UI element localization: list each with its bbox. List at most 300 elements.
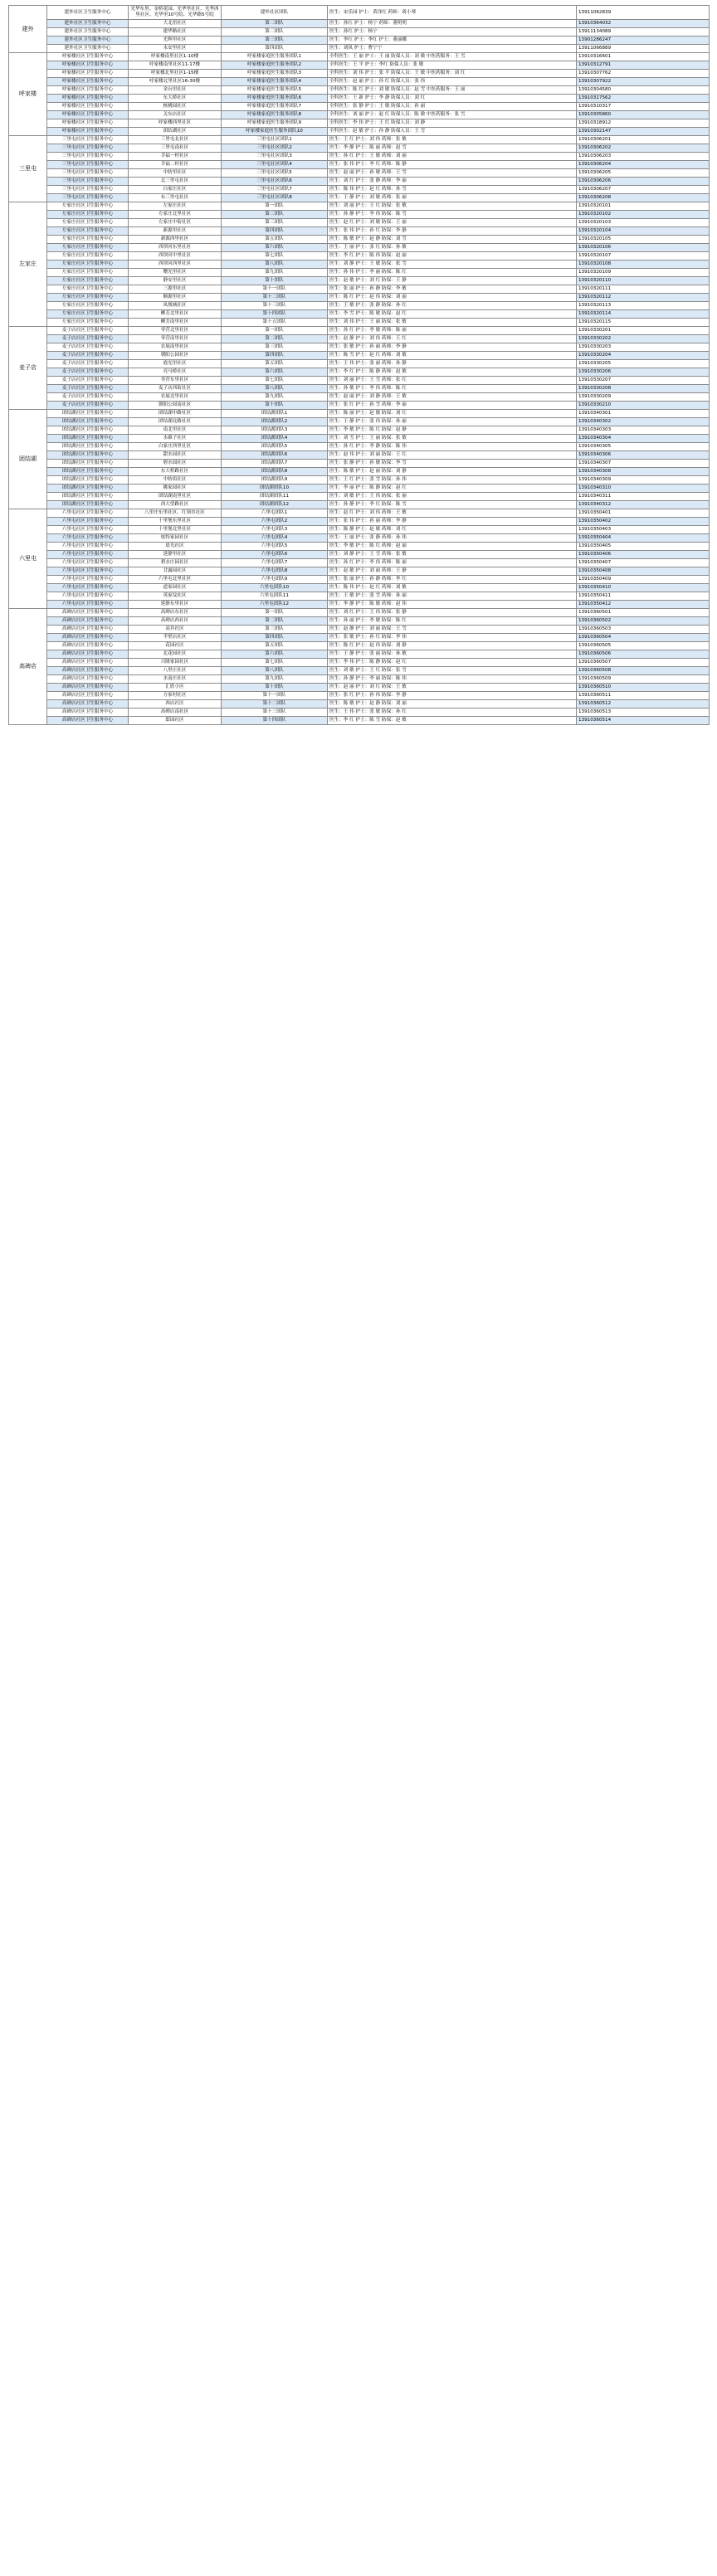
table-row (9, 53, 710, 61)
table-row (9, 294, 710, 302)
members-cell: 医生：李 伟 护士：陈 静 防保：赵 红 (328, 659, 577, 667)
table-row (9, 393, 710, 402)
center-cell: 麦子店社区卫生服务中心 (47, 377, 129, 385)
area-cell: 三里屯 (9, 136, 47, 202)
phone-cell: 13910360508 (577, 667, 710, 675)
center-cell: 呼家楼社区卫生服务中心 (47, 61, 129, 70)
phone-cell: 13910360501 (577, 609, 710, 617)
members-cell: 医生：孙 敏 护士：李 伟 药师：陈 红 (328, 385, 577, 393)
team-cell: 第十二团队 (222, 700, 328, 709)
table-row (9, 659, 710, 667)
center-cell: 团结湖社区卫生服务中心 (47, 476, 129, 485)
center-cell: 左家庄社区卫生服务中心 (47, 285, 129, 294)
phone-cell: 13910340311 (577, 493, 710, 501)
members-cell: 医生：刘 雪 护士：王 丽 防保：张 敏 (328, 435, 577, 443)
team-cell: 第十二团队 (222, 294, 328, 302)
table-row (9, 310, 710, 319)
community-cell: 幸福一村社区 (129, 153, 222, 161)
table-row (9, 153, 710, 161)
community-cell: 三里屯北社区 (129, 136, 222, 144)
team-cell: 第四团队 (222, 45, 328, 53)
center-cell: 高碑店社区卫生服务中心 (47, 709, 129, 717)
center-cell: 呼家楼社区卫生服务中心 (47, 119, 129, 128)
community-cell: 枣营东里社区 (129, 377, 222, 385)
center-cell: 三里屯社区卫生服务中心 (47, 186, 129, 194)
team-cell: 呼家楼家庭医生服务团队1 (222, 53, 328, 61)
members-cell: 全科医生：刘 丽 护士：赵 红 防保人员：陈 敏 中医药服务：张 雪 (328, 111, 577, 119)
table-row (9, 501, 710, 509)
phone-cell: 13910330202 (577, 335, 710, 343)
table-row (9, 418, 710, 426)
community-cell: 幸福二村社区 (129, 161, 222, 169)
center-cell: 三里屯社区卫生服务中心 (47, 194, 129, 202)
phone-cell: 13910320111 (577, 285, 710, 294)
members-cell: 医生：宋乐园 护士：黄泽红 药师：蒋小琴 (328, 6, 577, 20)
team-cell: 第四团队 (222, 227, 328, 236)
phone-cell: 13901286247 (577, 37, 710, 45)
community-cell: 金台里社区 (129, 86, 222, 95)
community-cell: 枣营南里社区 (129, 335, 222, 343)
center-cell: 呼家楼社区卫生服务中心 (47, 78, 129, 86)
center-cell: 六里屯社区卫生服务中心 (47, 567, 129, 576)
phone-cell: 13910360510 (577, 684, 710, 692)
center-cell: 左家庄社区卫生服务中心 (47, 252, 129, 261)
community-cell: 左家庄北里社区 (129, 211, 222, 219)
team-cell: 第十一团队 (222, 285, 328, 294)
members-cell: 医生：刘 敏 护士：王 红 防保：张 雪 (328, 667, 577, 675)
center-cell: 建外社区卫生服务中心 (47, 20, 129, 28)
table-row (9, 20, 710, 28)
center-cell: 团结湖社区卫生服务中心 (47, 501, 129, 509)
center-cell: 麦子店社区卫生服务中心 (47, 335, 129, 343)
center-cell: 三里屯社区卫生服务中心 (47, 136, 129, 144)
phone-cell: 13910306201 (577, 136, 710, 144)
community-cell: 农展南里社区 (129, 343, 222, 352)
members-cell: 医生：张 伟 护士：李 红 药师：陈 静 (328, 161, 577, 169)
phone-cell: 13910350410 (577, 584, 710, 592)
phone-cell: 13910320101 (577, 202, 710, 211)
members-cell: 医生：李红 护士：李红 护士：董丽娜 (328, 37, 577, 45)
table-row (9, 518, 710, 526)
phone-cell: 13910330209 (577, 393, 710, 402)
team-cell: 三里屯社区团队4 (222, 161, 328, 169)
table-row (9, 684, 710, 692)
community-cell: 光华东里、金桥花园、光华里社区、光华西里社区、光华里10号院、光华路5号院 (129, 6, 222, 20)
table-row (9, 335, 710, 343)
community-cell: 团结湖社区 (129, 128, 222, 136)
center-cell: 建外社区卫生服务中心 (47, 6, 129, 20)
phone-cell: 13910340301 (577, 410, 710, 418)
community-cell: 呼家楼南里社区1-10楼 (129, 53, 222, 61)
center-cell: 高碑店社区卫生服务中心 (47, 642, 129, 650)
phone-cell: 13911134089 (577, 28, 710, 37)
table-row (9, 692, 710, 700)
community-cell: 郎园社区 (129, 717, 222, 725)
members-cell: 医生：张 丽 护士：孙 静 防保：李 敏 (328, 285, 577, 294)
team-cell: 六里屯团队7 (222, 559, 328, 567)
members-cell: 医生：赵 红 护士：刘 伟 药师：王 敏 (328, 509, 577, 518)
community-cell: 麦子店西街社区 (129, 385, 222, 393)
community-cell: 呼家楼北里社区16-30楼 (129, 78, 222, 86)
community-cell: 西店社区 (129, 700, 222, 709)
community-cell: 十里堡北里社区 (129, 526, 222, 534)
team-cell: 六里屯团队2 (222, 518, 328, 526)
community-cell: 花园社区 (129, 642, 222, 650)
phone-cell: 13910318912 (577, 119, 710, 128)
community-cell: 左家庄社区 (129, 202, 222, 211)
center-cell: 团结湖社区卫生服务中心 (47, 485, 129, 493)
community-cell: 西坝河西里社区 (129, 261, 222, 269)
center-cell: 团结湖社区卫生服务中心 (47, 493, 129, 501)
table-row (9, 709, 710, 717)
phone-cell: 13910330206 (577, 368, 710, 377)
table-row (9, 70, 710, 78)
community-cell: 曙光里社区 (129, 269, 222, 277)
members-cell: 医生：李 雪 护士：陈 敏 防保：赵 红 (328, 310, 577, 319)
table-row (9, 128, 710, 136)
phone-cell: 13910320105 (577, 236, 710, 244)
area-cell: 呼家楼 (9, 53, 47, 136)
center-cell: 高碑店社区卫生服务中心 (47, 617, 129, 626)
phone-cell: 13910330207 (577, 377, 710, 385)
members-cell: 全科医生：王 平 护士：李红 防保人员：张 敏 (328, 61, 577, 70)
table-row (9, 534, 710, 543)
center-cell: 三里屯社区卫生服务中心 (47, 161, 129, 169)
members-cell: 医生：刘 丽 护士：王 红 防保：张 敏 (328, 202, 577, 211)
phone-cell: 13910360505 (577, 642, 710, 650)
table-row (9, 161, 710, 169)
phone-cell: 13910306207 (577, 186, 710, 194)
members-cell: 医生：孙 伟 护士：李 丽 防保：陈 红 (328, 269, 577, 277)
phone-cell: 13910340310 (577, 485, 710, 493)
table-row (9, 285, 710, 294)
center-cell: 团结湖社区卫生服务中心 (47, 443, 129, 451)
team-cell: 六里屯团队6 (222, 551, 328, 559)
center-cell: 六里屯社区卫生服务中心 (47, 601, 129, 609)
table-row (9, 144, 710, 153)
members-cell: 医生：张 伟 护士：孙 丽 药师：李 静 (328, 518, 577, 526)
center-cell: 左家庄社区卫生服务中心 (47, 277, 129, 285)
team-cell: 团结湖团队11 (222, 493, 328, 501)
community-cell: 方家村社区 (129, 692, 222, 700)
table-row (9, 402, 710, 410)
table-row (9, 650, 710, 659)
community-cell: 顺源里社区 (129, 294, 222, 302)
members-cell: 全科医生：刘 伟 护士：张 平 防保人员：王 敏 中医药服务：刘 红 (328, 70, 577, 78)
phone-cell: 13910330205 (577, 360, 710, 368)
table-row (9, 360, 710, 368)
table-row (9, 28, 710, 37)
phone-cell: 13910330201 (577, 327, 710, 335)
members-cell: 医生：孙 静 护士：李 丽 防保：陈 伟 (328, 675, 577, 684)
phone-cell: 13910350406 (577, 551, 710, 559)
members-cell: 全科医生：李 伟 护士：王 红 防保人员：刘 静 (328, 119, 577, 128)
members-cell: 全科医生：王 新 护士：李 静 防保人员：刘 红 (328, 95, 577, 103)
center-cell: 麦子店社区卫生服务中心 (47, 360, 129, 368)
community-cell: 碧水园社区 (129, 460, 222, 468)
team-cell: 第十团队 (222, 402, 328, 410)
community-cell: 高碑店西社区 (129, 617, 222, 626)
members-cell: 医生：赵 丽 护士：刘 红 防保：王 敏 (328, 684, 577, 692)
table-row (9, 261, 710, 269)
table-row (9, 667, 710, 675)
table-row (9, 509, 710, 518)
phone-cell: 13910350412 (577, 601, 710, 609)
members-cell: 医生：王 静 护士：张 伟 防保：孙 丽 (328, 418, 577, 426)
community-cell: 姚家园社区 (129, 485, 222, 493)
community-cell: 柳芳南里社区 (129, 319, 222, 327)
team-cell: 呼家楼家庭医生服务团队8 (222, 111, 328, 119)
table-row (9, 451, 710, 460)
center-cell: 高碑店社区卫生服务中心 (47, 675, 129, 684)
members-cell: 医生：孙 丽 护士：李 敏 防保：陈 红 (328, 617, 577, 626)
table-row (9, 634, 710, 642)
table-row (9, 567, 710, 576)
community-cell: 三源里社区 (129, 285, 222, 294)
members-cell: 医生：王 伟 护士：张 敏 防保：孙 红 (328, 709, 577, 717)
members-cell: 全科医生：赵 丽 护士：孙 红 防保人员：张 伟 (328, 78, 577, 86)
table-row (9, 700, 710, 709)
center-cell: 左家庄社区卫生服务中心 (47, 236, 129, 244)
phone-cell: 13910306204 (577, 161, 710, 169)
phone-cell: 13910360507 (577, 659, 710, 667)
phone-cell: 13910340309 (577, 476, 710, 485)
table-row (9, 717, 710, 725)
team-cell: 第三团队 (222, 37, 328, 45)
center-cell: 六里屯社区卫生服务中心 (47, 559, 129, 567)
team-cell: 六里屯团队11 (222, 592, 328, 601)
community-cell: 朝阳公园社区 (129, 352, 222, 360)
phone-cell: 13910350401 (577, 509, 710, 518)
table-row (9, 642, 710, 650)
phone-cell: 13910306203 (577, 153, 710, 161)
team-cell: 团结湖团队5 (222, 443, 328, 451)
members-cell: 医生：李 敏 护士：陈 红 防保：赵 静 (328, 426, 577, 435)
phone-cell: 13910350404 (577, 534, 710, 543)
members-cell: 医生：孙 静 护士：李 伟 防保：陈 雪 (328, 211, 577, 219)
table-row (9, 37, 710, 45)
community-cell: 半壁店社区 (129, 634, 222, 642)
community-cell: 高井社区 (129, 626, 222, 634)
phone-cell: 13910350402 (577, 518, 710, 526)
community-cell: 新源里社区 (129, 227, 222, 236)
center-cell: 呼家楼社区卫生服务中心 (47, 86, 129, 95)
phone-cell: 13910304580 (577, 86, 710, 95)
community-cell: 水南庄社区 (129, 675, 222, 684)
team-cell: 呼家楼家庭医生服务团队5 (222, 86, 328, 95)
phone-cell: 13910320102 (577, 211, 710, 219)
phone-cell: 13910306208 (577, 194, 710, 202)
phone-cell: 13910320110 (577, 277, 710, 285)
members-cell: 医生：王 静 护士：张 丽 防保：孙 敏 (328, 650, 577, 659)
center-cell: 呼家楼社区卫生服务中心 (47, 103, 129, 111)
team-cell: 呼家楼家庭医生服务团队2 (222, 61, 328, 70)
team-cell: 第八团队 (222, 385, 328, 393)
center-cell: 麦子店社区卫生服务中心 (47, 343, 129, 352)
members-cell: 医生：孙红 护士：杨宁 (328, 28, 577, 37)
center-cell: 麦子店社区卫生服务中心 (47, 327, 129, 335)
community-cell: 水碓子社区 (129, 435, 222, 443)
phone-cell: 13910340306 (577, 451, 710, 460)
team-cell: 六里屯团队12 (222, 601, 328, 609)
team-cell: 团结湖团队6 (222, 451, 328, 460)
team-cell: 第四团队 (222, 634, 328, 642)
phone-cell: 13910340308 (577, 468, 710, 476)
center-cell: 左家庄社区卫生服务中心 (47, 310, 129, 319)
community-cell: 东大桥路社区 (129, 468, 222, 476)
community-cell: 白家庄社区 (129, 186, 222, 194)
center-cell: 高碑店社区卫生服务中心 (47, 626, 129, 634)
team-cell: 第三团队 (222, 219, 328, 227)
center-cell: 麦子店社区卫生服务中心 (47, 368, 129, 377)
members-cell: 医生：赵 伟 护士：刘 丽 防保：王 红 (328, 451, 577, 460)
community-cell: 西大望路社区 (129, 501, 222, 509)
center-cell: 团结湖社区卫生服务中心 (47, 451, 129, 460)
table-row (9, 61, 710, 70)
table-row (9, 302, 710, 310)
center-cell: 高碑店社区卫生服务中心 (47, 609, 129, 617)
members-cell: 医生：赵 红 护士：刘 敏 防保：王 丽 (328, 219, 577, 227)
table-row (9, 617, 710, 626)
phone-cell: 13910320108 (577, 261, 710, 269)
center-cell: 左家庄社区卫生服务中心 (47, 244, 129, 252)
community-cell: 亮马桥社区 (129, 368, 222, 377)
phone-cell: 13910320112 (577, 294, 710, 302)
members-cell: 医生：陈 红 护士：赵 伟 防保：刘 静 (328, 642, 577, 650)
team-cell: 第八团队 (222, 261, 328, 269)
team-cell: 第一团队 (222, 327, 328, 335)
center-cell: 麦子店社区卫生服务中心 (47, 402, 129, 410)
center-cell: 六里屯社区卫生服务中心 (47, 534, 129, 543)
team-cell: 第四团队 (222, 352, 328, 360)
table-row (9, 343, 710, 352)
community-cell: 高碑店南社区 (129, 709, 222, 717)
members-cell: 医生：陈 丽 护士：赵 敏 防保：刘 红 (328, 410, 577, 418)
table-row (9, 576, 710, 584)
center-cell: 左家庄社区卫生服务中心 (47, 211, 129, 219)
members-cell: 医生：孙红 护士：杨宁 药师：董明明 (328, 20, 577, 28)
phone-cell: 13910360513 (577, 709, 710, 717)
table-row (9, 551, 710, 559)
phone-cell: 13910316601 (577, 53, 710, 61)
team-cell: 呼家楼家庭医生服务团队7 (222, 103, 328, 111)
team-cell: 三里屯社区团队6 (222, 178, 328, 186)
members-cell: 医生：陈 敏 护士：赵 丽 防保：刘 静 (328, 468, 577, 476)
team-cell: 第七团队 (222, 659, 328, 667)
center-cell: 六里屯社区卫生服务中心 (47, 518, 129, 526)
members-cell: 医生：李 静 护士：陈 敏 药师：赵 伟 (328, 601, 577, 609)
table-row (9, 526, 710, 534)
members-cell: 医生：李 红 护士：陈 静 药师：赵 敏 (328, 368, 577, 377)
phone-cell: 13910350407 (577, 559, 710, 567)
members-cell: 医生：王 敏 护士：张 雪 药师：孙 丽 (328, 592, 577, 601)
center-cell: 建外社区卫生服务中心 (47, 28, 129, 37)
phone-cell: 13910320104 (577, 227, 710, 236)
phone-cell: 13910320114 (577, 310, 710, 319)
team-cell: 团结湖团队3 (222, 426, 328, 435)
center-cell: 三里屯社区卫生服务中心 (47, 169, 129, 178)
phone-cell: 13910302147 (577, 128, 710, 136)
team-cell: 第十四团队 (222, 310, 328, 319)
members-cell: 医生：赵 静 护士：刘 丽 防保：王 雪 (328, 626, 577, 634)
team-cell: 团结湖团队2 (222, 418, 328, 426)
members-cell: 医生：陈 敏 护士：赵 静 防保：刘 丽 (328, 700, 577, 709)
team-cell: 团结湖团队8 (222, 468, 328, 476)
team-cell: 第六团队 (222, 650, 328, 659)
members-cell: 医生：陈 敏 护士：赵 静 防保：刘 雪 (328, 236, 577, 244)
community-cell: 东大桥社区 (129, 95, 222, 103)
table-row (9, 269, 710, 277)
community-cell: 左家庄中街社区 (129, 219, 222, 227)
members-cell: 医生：张 敏 护士：孙 红 防保：李 伟 (328, 634, 577, 642)
team-cell: 建外社区团队 (222, 6, 328, 20)
phone-cell: 13910320113 (577, 302, 710, 310)
team-cell: 呼家楼家庭医生服务团队3 (222, 70, 328, 78)
members-cell: 医生：赵 静 护士：刘 伟 药师：王 红 (328, 335, 577, 343)
community-cell: 呼家楼南里社区11-17楼 (129, 61, 222, 70)
community-cell: 三里屯南社区 (129, 144, 222, 153)
team-cell: 呼家楼家庭医生服务团队4 (222, 78, 328, 86)
table-row (9, 601, 710, 609)
members-cell: 医生：张 静 护士：孙 敏 防保：李 雪 (328, 460, 577, 468)
team-cell: 团结湖团队9 (222, 476, 328, 485)
team-cell: 呼家楼家庭医生服务团队9 (222, 119, 328, 128)
center-cell: 六里屯社区卫生服务中心 (47, 543, 129, 551)
center-cell: 左家庄社区卫生服务中心 (47, 269, 129, 277)
center-cell: 呼家楼社区卫生服务中心 (47, 128, 129, 136)
area-cell: 高碑店 (9, 609, 47, 725)
community-cell: 新源西里社区 (129, 236, 222, 244)
table-row (9, 236, 710, 244)
community-cell: 大北窑社区 (129, 20, 222, 28)
center-cell: 建外社区卫生服务中心 (47, 37, 129, 45)
members-cell: 医生：李 敏 护士：陈 红 药师：赵 丽 (328, 543, 577, 551)
team-cell: 三里屯社区团队2 (222, 144, 328, 153)
community-cell: 八里庄东里社区、红领巾社区 (129, 509, 222, 518)
community-cell: 东三里屯社区 (129, 194, 222, 202)
phone-cell: 13911062839 (577, 6, 710, 20)
community-cell: 农展北里社区 (129, 393, 222, 402)
center-cell: 高碑店社区卫生服务中心 (47, 667, 129, 675)
members-cell: 医生：陈 伟 护士：赵 红 药师：孙 雪 (328, 186, 577, 194)
center-cell: 呼家楼社区卫生服务中心 (47, 95, 129, 103)
table-row (9, 327, 710, 335)
service-table (8, 5, 710, 725)
team-cell: 第二团队 (222, 335, 328, 343)
team-cell: 六里屯团队1 (222, 509, 328, 518)
team-cell: 第一团队 (222, 609, 328, 617)
center-cell: 左家庄社区卫生服务中心 (47, 227, 129, 236)
center-cell: 高碑店社区卫生服务中心 (47, 650, 129, 659)
center-cell: 高碑店社区卫生服务中心 (47, 659, 129, 667)
community-cell: 北花园社区 (129, 650, 222, 659)
team-cell: 团结湖团队12 (222, 501, 328, 509)
table-row (9, 95, 710, 103)
members-cell: 医生：刘 敏 护士：王 伟 防保：张 丽 (328, 493, 577, 501)
table-row (9, 252, 710, 261)
community-cell: 呼家楼北里社区1-15楼 (129, 70, 222, 78)
team-cell: 三里屯社区团队7 (222, 186, 328, 194)
table-row (9, 319, 710, 327)
phone-cell: 13910360512 (577, 700, 710, 709)
center-cell: 六里屯社区卫生服务中心 (47, 509, 129, 518)
center-cell: 呼家楼社区卫生服务中心 (47, 111, 129, 119)
phone-cell: 13910306205 (577, 169, 710, 178)
table-row (9, 385, 710, 393)
phone-cell: 13910360504 (577, 634, 710, 642)
phone-cell: 13910340303 (577, 426, 710, 435)
phone-cell: 13910360509 (577, 675, 710, 684)
